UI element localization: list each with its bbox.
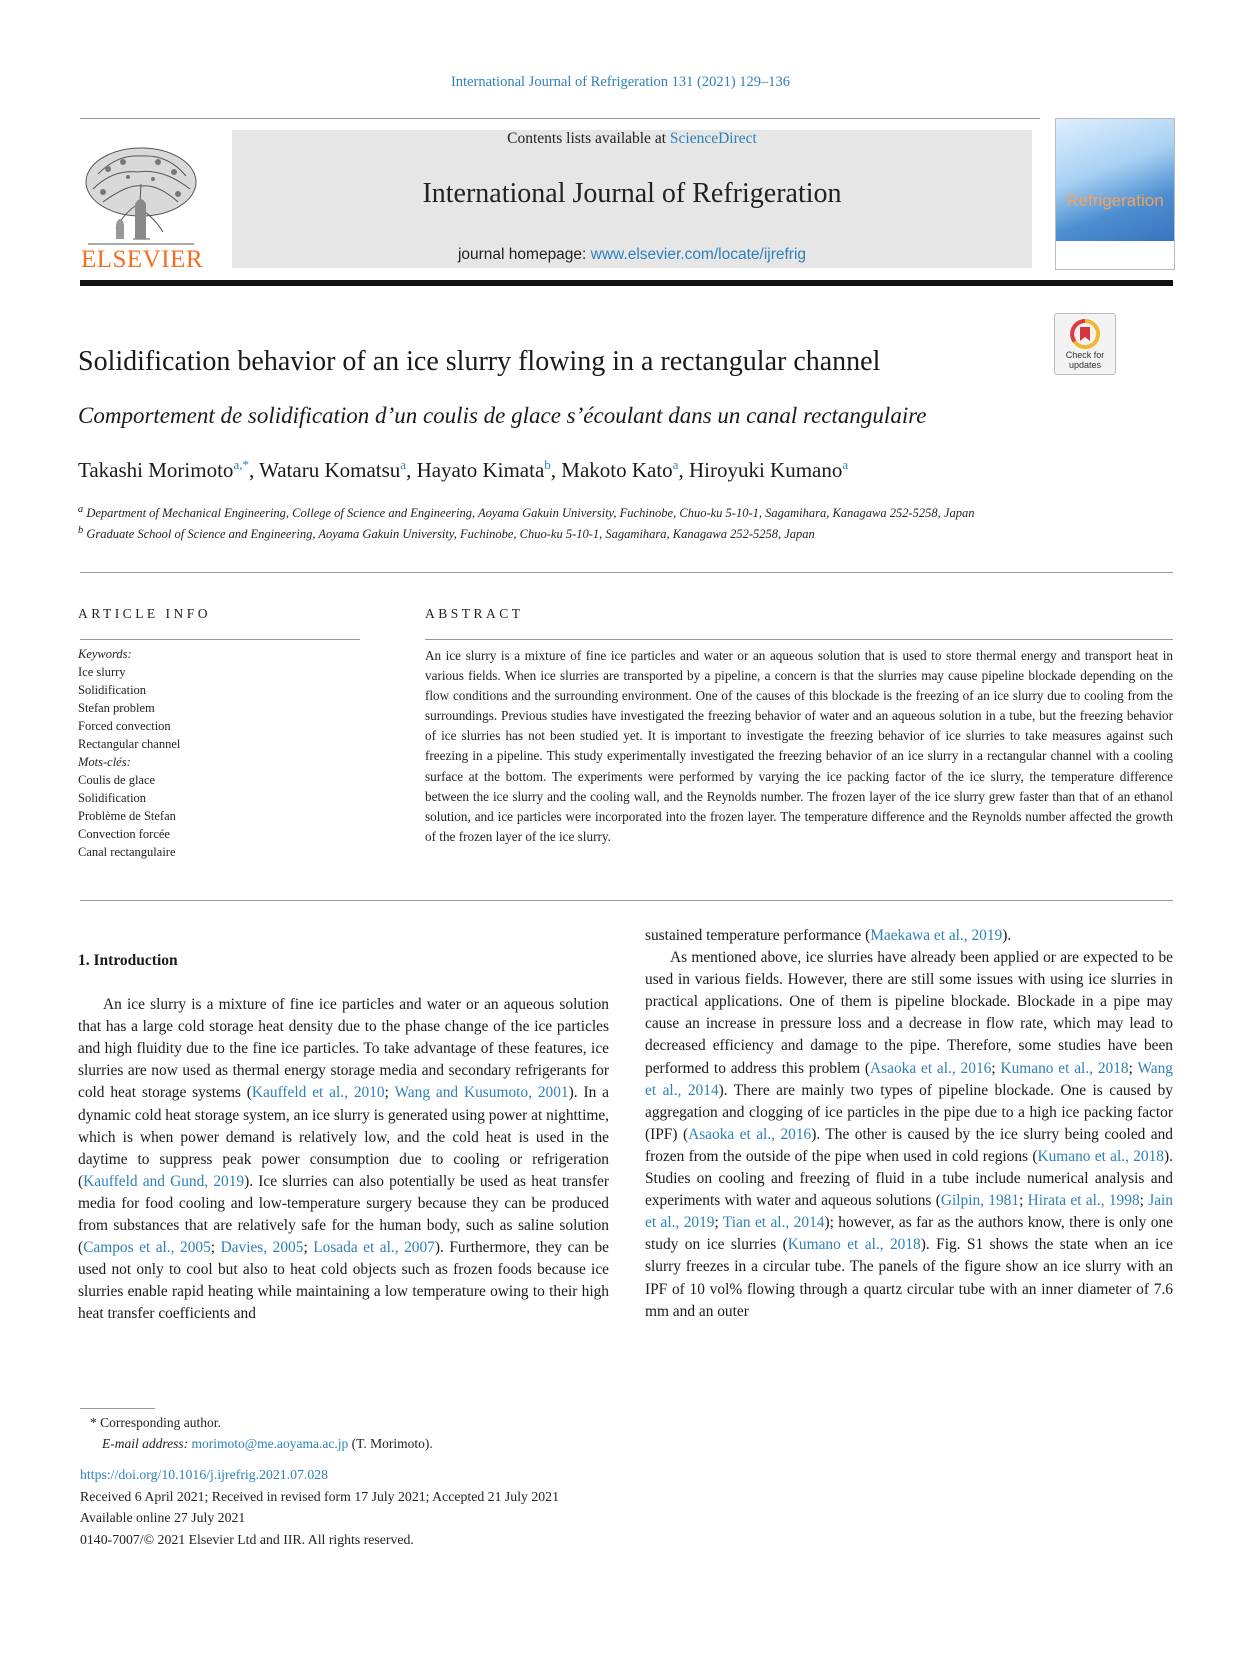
keyword: Rectangular channel [78, 737, 181, 751]
citation-link[interactable]: Kauffeld et al., 2010 [251, 1084, 385, 1102]
author[interactable]: Hayato Kimata [416, 458, 545, 482]
email-link[interactable]: morimoto@me.aoyama.ac.jp [191, 1436, 349, 1451]
author-affiliation-marker[interactable]: a [842, 457, 849, 472]
paragraph-text: sustained temperature performance ( [645, 927, 871, 944]
author-affiliation-marker[interactable]: a,* [233, 457, 249, 472]
paragraph-text: ). Furthermore, they can be used not only to cool but also to heat cold objects such as frozen foods because ice slurries enable rapid heating while maintaining a low temperature owing to their high heat transfer coefficients and [78, 1239, 609, 1323]
citation-link[interactable]: Asaoka et al., 2016 [870, 1059, 992, 1077]
paragraph-text: ; [714, 1214, 723, 1232]
check-for-updates-button[interactable] [1054, 313, 1116, 375]
abstract-divider [425, 639, 1173, 640]
citation-link[interactable]: Gilpin, 1981 [940, 1192, 1020, 1210]
publication-info [80, 1464, 880, 1550]
journal-cover-image[interactable] [1055, 118, 1175, 270]
author-affiliation-marker[interactable]: a [672, 457, 679, 472]
paragraph-text: As mentioned above, ice slurries have already been applied or are expected to be used in various fields. However, there are still some issues with using ice slurries in practical applications. One of them is pipeline blockade. Blockade in a pipe may cause an increase in pressure loss and a decrease in flow rate, which may lead to decreased efficiency and damage to the pipe. Therefore, some studies have been performed to address this problem ( [645, 949, 1173, 1077]
journal-homepage-line: journal homepage: www.elsevier.com/locate/ijrefrig [457, 246, 807, 263]
check-updates-icon [1069, 318, 1101, 350]
cover-footer [1056, 241, 1174, 269]
paragraph-text: ). Ice slurries can also potentially be used as heat transfer media for food cooling and low-temperature surgery because they can be produced from substances that are relatively safe for the human body, such as saline solution ( [78, 1172, 609, 1257]
author-affiliation-marker[interactable]: a [400, 457, 407, 472]
mot-cle: Convection forcée [78, 827, 170, 841]
article-info-divider [80, 639, 360, 640]
paragraph-text: ; [1139, 1192, 1149, 1210]
author-list: Takashi Morimoto$^{a,*}$, Wataru Komatsu$^a$, Hayato Kimata$^b$, Makoto Kato$^a$, Hiroyuki Kumano$^a$ [78, 457, 849, 482]
received-dates: Received 6 April 2021; Received in revised form 17 July 2021; Accepted 21 July 2021 [80, 1488, 559, 1504]
citation-link[interactable]: Wang et al., 2014 [645, 1059, 1173, 1099]
author[interactable]: Makoto Kato [561, 458, 673, 482]
paragraph [78, 994, 609, 1325]
citation-link[interactable]: Jain et al., 2019 [645, 1192, 1173, 1232]
body-divider [80, 900, 1173, 901]
elsevier-wordmark: ELSEVIER [80, 246, 204, 273]
journal-masthead [232, 130, 1032, 268]
journal-name: International Journal of Refrigeration [422, 178, 842, 209]
journal-reference-link[interactable]: International Journal of Refrigeration 131 (2021) 129–136 [450, 74, 791, 90]
paragraph-text: ). Fig. S1 shows the state when an ice slurry freezes in a circular tube. The panels of the figure show an ice slurry with an IPF of 10 vol% flowing through a quartz circular tube with an inner diameter of 7.6 mm and an outer [645, 1236, 1173, 1320]
mot-cle: Canal rectangulaire [78, 845, 176, 859]
body-left-column [78, 950, 609, 1326]
paragraph [645, 925, 1173, 947]
header-divider [80, 118, 1040, 119]
paragraph-text: ). [1002, 927, 1012, 944]
author-affiliation-marker[interactable]: b [544, 457, 551, 472]
paragraph-text: ; [384, 1084, 395, 1102]
paragraph-text: ). Studies on cooling and freezing of fluid in a tube include numerical analysis and experiments with water and aqueous solutions ( [645, 1147, 1173, 1210]
keywords-block [78, 645, 358, 861]
sciencedirect-link[interactable]: ScienceDirect [669, 130, 757, 147]
abstract-text: An ice slurry is a mixture of fine ice particles and water or an aqueous solution that is used to store thermal energy and transport heat in various fields. When ice slurries are transported by a pipeline, a concern is that the slurries may cause pipeline blockade depending on the flow conditions and the surrounding environment. One of the causes of this blockade is the freezing of an ice slurry due to cooling from the surroundings. Previous studies have investigated the freezing behavior of water and an aqueous solution in a tube, but the freezing behavior of ice slurries has not been studied yet. It is important to investigate the freezing behavior of ice slurries to take measures against such freezing in a pipeline. This study experimentally investigated the freezing behavior of an ice slurry in a rectangular channel with a cooling surface at the bottom. The experiments were performed by varying the ice packing factor of the ice slurry, the temperature difference between the ice slurry and the cooling wall, and the Reynolds number. The frozen layer of the ice slurry grew faster than that of an ethanol solution, and ice particles were incorporated into the frozen layer. The temperature difference and the Reynolds number affected the growth of the frozen layer of the ice slurry. [425, 648, 1173, 844]
section-heading-introduction: 1. Introduction [78, 952, 178, 969]
paragraph-text: ). In a dynamic cold heat storage system, an ice slurry is generated using power at nighttime, which is when power demand is relatively low, and the cold heat is used in the daytime to suppress peak power consumption due to cooling or refrigeration ( [78, 1084, 609, 1190]
keyword: Forced convection [78, 719, 171, 733]
citation-link[interactable]: Campos et al., 2005 [83, 1239, 211, 1257]
contents-available-line: Contents lists available at ScienceDirect [507, 130, 757, 147]
available-online: Available online 27 July 2021 [80, 1510, 246, 1525]
citation-link[interactable]: Kumano et al., 2018 [787, 1236, 921, 1254]
article-info-heading: ARTICLE INFO [78, 606, 212, 621]
citation-link[interactable]: Asaoka et al., 2016 [688, 1125, 812, 1143]
keyword: Stefan problem [78, 701, 155, 715]
citation-link[interactable]: Kumano et al., 2018 [1037, 1147, 1164, 1165]
mot-cle: Problème de Stefan [78, 809, 176, 823]
citation-link[interactable]: Tian et al., 2014 [722, 1214, 825, 1232]
citation-link[interactable]: Hirata et al., 1998 [1027, 1192, 1140, 1210]
citation-link[interactable]: Maekawa et al., 2019 [870, 927, 1003, 944]
copyright: 0140-7007/© 2021 Elsevier Ltd and IIR. All rights reserved. [80, 1531, 414, 1547]
affiliation-b: $^b$ Graduate School of Science and Engineering, Aoyama Gakuin University, Fuchinobe, Chuo-ku 5-10-1, Sagamihara, Kanagawa 252-5258, Japan [78, 525, 815, 542]
masthead-thick-rule [80, 280, 1173, 286]
paragraph-text: An ice slurry is a mixture of fine ice particles and water or an aqueous solution that has a large cold storage heat density due to the phase change of the ice particles and high fluidity due to the fine ice particles. To take advantage of these features, ice slurries are now used as thermal energy storage media and secondary refrigerants for cold heat storage systems ( [78, 996, 609, 1102]
citation-link[interactable]: Kauffeld and Gund, 2019 [83, 1172, 245, 1190]
article-title: Solidification behavior of an ice slurry flowing in a rectangular channel [78, 346, 881, 377]
paragraph-text: ). There are mainly two types of pipeline blockade. One is caused by aggregation and clogging of ice particles in the pipe due to a high ice packing factor (IPF) ( [645, 1081, 1173, 1143]
corresponding-author-footnote: * Corresponding author. E-mail address: morimoto@me.aoyama.ac.jp (T. Morimoto). [80, 1412, 780, 1454]
paragraph-text: ; [210, 1239, 221, 1257]
citation-link[interactable]: Losada et al., 2007 [313, 1239, 435, 1257]
paragraph-text: ); however, as far as the authors know, there is only one study on ice slurries ( [645, 1214, 1173, 1254]
author[interactable]: Takashi Morimoto [78, 458, 234, 482]
body-right-column [645, 925, 1173, 1323]
abstract-heading: ABSTRACT [425, 606, 524, 621]
email-label: E-mail address: [102, 1436, 189, 1451]
paragraph-text: ; [1128, 1059, 1138, 1077]
footnote-divider [80, 1408, 155, 1409]
paragraph-text: ; [991, 1059, 1001, 1077]
author[interactable]: Hiroyuki Kumano [688, 458, 843, 482]
keyword: Solidification [78, 683, 147, 697]
citation-link[interactable]: Davies, 2005 [220, 1239, 304, 1257]
paragraph-text: ; [1019, 1192, 1028, 1210]
doi-link[interactable]: https://doi.org/10.1016/j.ijrefrig.2021.07.028 [80, 1467, 329, 1482]
citation-link[interactable]: Kumano et al., 2018 [1000, 1059, 1129, 1077]
article-french-title: Comportement de solidification d’un coulis de glace s’écoulant dans un canal rectangulaire [78, 403, 927, 428]
mots-cles-heading: Mots-clés: [78, 755, 131, 769]
author[interactable]: Wataru Komatsu [259, 458, 401, 482]
keyword: Ice slurry [78, 665, 126, 679]
corresponding-author-note: * Corresponding author. [90, 1415, 221, 1430]
affiliation-a: $^a$ Department of Mechanical Engineering, College of Science and Engineering, Aoyama Gakuin University, Fuchinobe, Chuo-ku 5-10-1, Sagamihara, Kanagawa 252-5258, Japan [78, 504, 975, 521]
cover-title: Refrigeration [1066, 191, 1164, 210]
affiliation-divider [80, 572, 1173, 573]
citation-link[interactable]: Wang and Kusumoto, 2001 [394, 1084, 569, 1102]
mot-cle: Coulis de glace [78, 773, 156, 787]
paragraph-text: ; [303, 1239, 314, 1257]
paragraph [645, 947, 1173, 1323]
check-updates-label: Check for updates [1065, 350, 1105, 370]
affiliations [78, 501, 1018, 543]
mot-cle: Solidification [78, 791, 147, 805]
paragraph-text: ). The other is caused by the ice slurry being cooled and frozen from the outside of the pipe when used in cold regions ( [645, 1125, 1174, 1165]
journal-homepage-link[interactable]: www.elsevier.com/locate/ijrefrig [590, 246, 807, 263]
keywords-heading: Keywords: [78, 647, 132, 661]
